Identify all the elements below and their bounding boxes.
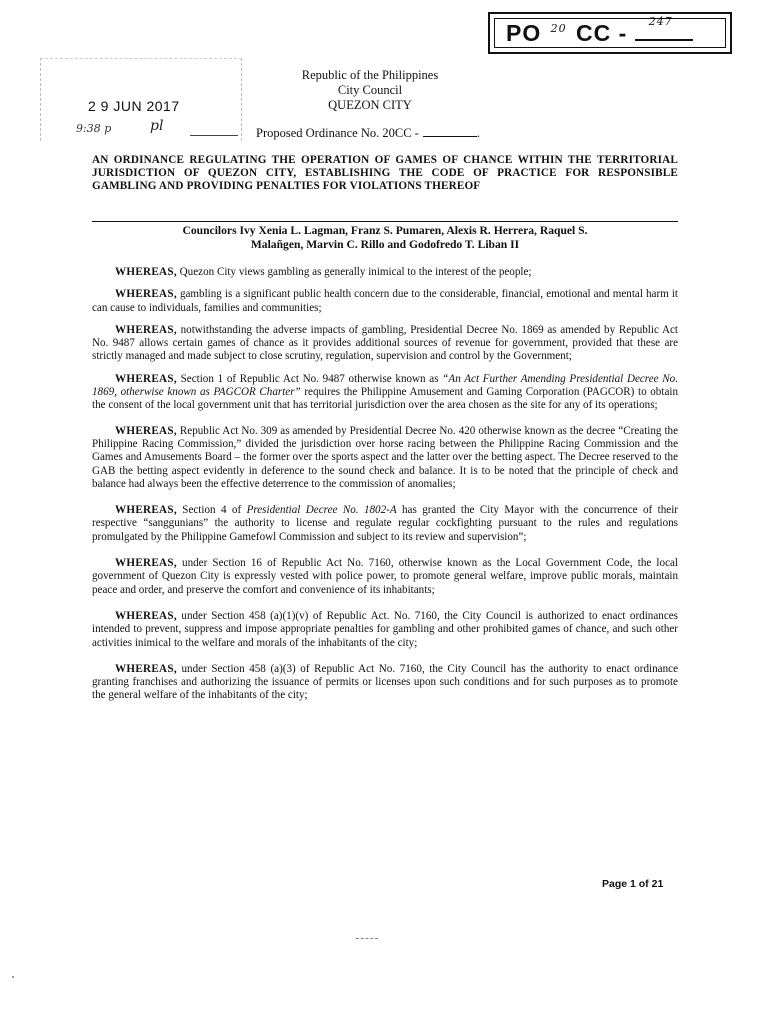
- clause-text: Republic Act No. 309 as amended by Presidential Decree No. 420 otherwise known as the decree “Creating the Philippine Racing Commission,” divided the jurisdiction over horse racing between the Philippine Racing Commission and the Games and Amusements Board – the former over the sports aspect and the latter over the betting aspect. The Decree reserved to the GAB the betting aspect evidently in deference to the sound check and balance. It is to be noted that the principle of check and balance had always been the effective deterrence to the commission of anomalies;: [92, 424, 678, 490]
- whereas-lead: WHEREAS,: [115, 662, 177, 675]
- whereas-lead: WHEREAS,: [115, 504, 177, 517]
- stamp-line: [190, 135, 238, 136]
- control-number-box: [488, 12, 732, 54]
- header-quezon-city: QUEZON CITY: [328, 98, 412, 112]
- scan-artifact: [12, 976, 14, 978]
- whereas-clause: [92, 504, 678, 544]
- authors-line-2: Malañgen, Marvin C. Rillo and Godofredo T. Liban II: [250, 238, 520, 251]
- clause-italic-citation: “An Act Further Amending Presidential Decree No. 1869, otherwise known as PAGCOR Charter”: [92, 372, 678, 399]
- clause-text: notwithstanding the adverse impacts of gambling, Presidential Decree No. 1869 as amended by Republic Act No. 9487 allows certain games of chance as it provides additional sources of revenue for government, provided that these are strictly managed and made subject to close scrutiny, regulation, supervision and control by the Government;: [92, 323, 678, 363]
- whereas-clause: [92, 373, 678, 413]
- whereas-lead: WHEREAS,: [115, 372, 177, 385]
- clause-text: requires the Philippine Amusement and Gaming Corporation (PAGCOR) to obtain the consent of the local government unit that has territorial jurisdiction over the area chosen as the site for any of its operations;: [92, 386, 678, 412]
- whereas-clause: [92, 557, 678, 597]
- whereas-clause: [92, 425, 678, 491]
- page-number: Page 1 of 21: [602, 878, 664, 890]
- whereas-lead: WHEREAS,: [115, 288, 177, 301]
- whereas-clause: [92, 324, 678, 364]
- clause-text: under Section 458 (a)(3) of Republic Act No. 7160, the City Council has the authority to enact ordinance granting franchises and authorizing the issuance of permits or licenses upon such conditions and for such purposes as to promote the general welfare of the inhabitants of the city;: [92, 662, 678, 702]
- scan-artifact: [356, 938, 378, 939]
- proposed-ordinance-number: Proposed Ordinance No. 20CC - .: [256, 126, 480, 140]
- whereas-clause: [92, 663, 678, 703]
- control-number-prefix: PO: [506, 20, 542, 46]
- clause-text: gambling is a significant public health concern due to the considerable, financial, emotional and mental harm it can cause to individuals, families and communities;: [92, 288, 678, 314]
- ordinance-title: AN ORDINANCE REGULATING THE OPERATION OF GAMES OF CHANCE WITHIN THE TERRITORIAL JURISDICTION OF QUEZON CITY, ESTABLISHING THE CODE OF PRACTICE FOR RESPONSIBLE GAMBLING AND PROVIDING PENALTIES FOR VIOLATIONS THEREOF: [92, 154, 678, 192]
- control-number-blank: [635, 15, 693, 41]
- whereas-lead: WHEREAS,: [115, 609, 177, 622]
- proposed-ordinance-label: Proposed Ordinance No. 20CC -: [256, 126, 419, 140]
- authors-line-1: Councilors Ivy Xenia L. Lagman, Franz S. Pumaren, Alexis R. Herrera, Raquel S.: [182, 224, 588, 237]
- stamp-time: 9:38 p: [76, 122, 112, 135]
- stamp-date: 2 9 JUN 2017: [88, 98, 180, 114]
- control-number-handwritten: 247: [648, 15, 673, 28]
- clause-text: under Section 16 of Republic Act No. 7160, otherwise known as the Local Government Code, the local government of Quezon City is expressly vested with police power, to promote general welfare, improve public morals, maintain peace and order, and preserve the comfort and convenience of its inhabitants;: [92, 557, 678, 596]
- control-number: [506, 15, 693, 47]
- clause-text: Section 1 of Republic Act No. 9487 otherwise known as: [176, 372, 443, 385]
- whereas-clause: [92, 288, 678, 315]
- authors: [92, 224, 678, 252]
- whereas-lead: WHEREAS,: [115, 557, 177, 570]
- clause-text: under Section 458 (a)(1)(v) of Republic Act. No. 7160, the City Council is authorized to enact ordinances intended to prevent, suppress and impose appropriate penalties for gambling and other prohibited games of chance, and such other activities inimical to the welfare and morals of the inhabitants of the city;: [92, 609, 678, 649]
- clause-italic-citation: Presidential Decree No. 1802-A: [246, 504, 397, 517]
- control-number-year: 20: [550, 22, 567, 36]
- clause-text: Quezon City views gambling as generally inimical to the interest of the people;: [176, 266, 532, 278]
- header-city-council: City Council: [337, 83, 403, 97]
- stamp-signature: pl: [150, 118, 164, 134]
- clause-text: Section 4 of: [176, 504, 247, 517]
- title-divider: [92, 221, 678, 222]
- header-republic: Republic of the Philippines: [301, 68, 439, 82]
- whereas-clause: [92, 266, 678, 279]
- document-header: [240, 68, 500, 113]
- whereas-clause: [92, 610, 678, 650]
- clause-text: has granted the City Mayor with the concurrence of their respective “sanggunians” the authority to license and regulate regular cockfighting pursuant to the rules and regulations promulgated by the Philippine Gamefowl Commission and subject to its review and supervision”;: [92, 504, 678, 543]
- whereas-lead: WHEREAS,: [115, 323, 177, 336]
- whereas-clauses: [92, 266, 678, 703]
- whereas-lead: WHEREAS,: [115, 424, 177, 437]
- received-stamp: [40, 58, 250, 148]
- ordinance-number-blank: [423, 125, 477, 137]
- control-number-series: CC -: [576, 20, 628, 46]
- whereas-lead: WHEREAS,: [115, 266, 177, 278]
